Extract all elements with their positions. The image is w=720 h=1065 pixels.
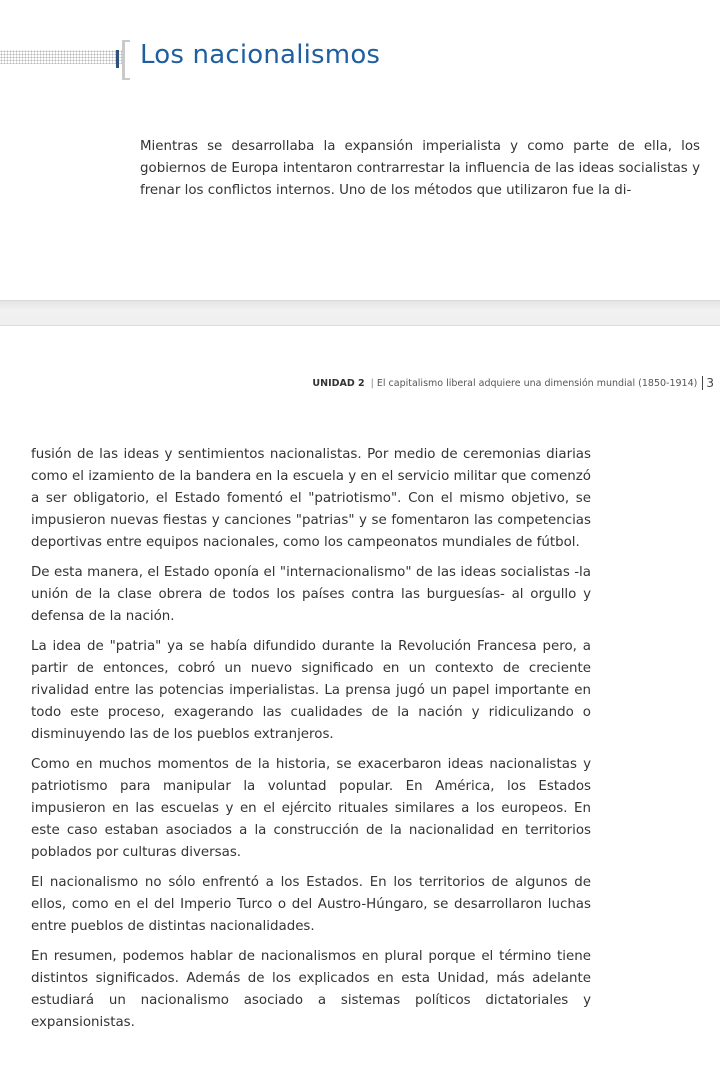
paragraph: La idea de "patria" ya se había difundido durante la Revolución Francesa pero, a partir de entonces, cobró un nuevo significado en un contexto de creciente rivalidad entre las potencias imperialistas. La prensa jugó un papel importante en todo este proceso, exagerando las cualidades de la nación y ridiculizando o disminuyendo las de los pueblos extranjeros. <box>31 639 591 742</box>
header-bar <box>702 376 703 390</box>
page-title: Los nacionalismos <box>140 40 381 70</box>
page-number: 3 <box>706 376 714 390</box>
paragraph: El nacionalismo no sólo enfrentó a los Estados. En los territorios de algunos de ellos, como en el del Imperio Turco o del Austro-Húngaro, se desarrollaron luchas entre pueblos de distintas nacionalidades. <box>31 875 591 934</box>
header-subtitle: El capitalismo liberal adquiere una dimensión mundial (1850-1914) <box>376 377 698 389</box>
header-unit: UNIDAD 2 <box>312 377 365 389</box>
intro-paragraph: Mientras se desarrollaba la expansión imperialista y como parte de ella, los gobiernos de Europa intentaron contrarrestar la influencia de las ideas socialistas y frenar los conflictos internos. Uno de los métodos que utilizaron fue la di- <box>140 139 700 198</box>
paragraph: Como en muchos momentos de la historia, se exacerbaron ideas nacionalistas y patriotismo para manipular la voluntad popular. En América, los Estados impusieron en las escuelas y en el ejército rituales similares a los europeos. En este caso estaban asociados a la construcción de la nacionalidad en territorios poblados por culturas diversas. <box>31 757 591 860</box>
title-marker <box>116 50 119 68</box>
paragraph: De esta manera, el Estado oponía el "internacionalismo" de las ideas socialistas -la unión de la clase obrera de todos los países contra las burguesías- al orgullo y defensa de la nación. <box>31 565 591 624</box>
title-bracket-decoration <box>122 40 130 80</box>
page-top <box>0 0 720 300</box>
page-separator <box>0 300 720 326</box>
header-separator: | <box>370 377 374 389</box>
dotted-rule-decoration <box>0 50 122 64</box>
running-header <box>312 376 714 390</box>
paragraph: fusión de las ideas y sentimientos nacionalistas. Por medio de ceremonias diarias como el izamiento de la bandera en la escuela y en el servicio militar que comenzó a ser obligatorio, el Estado fomentó el "patriotismo". Con el mismo objetivo, se impusieron nuevas fiestas y canciones "patrias" y se fomentaron las competencias deportivas entre equipos nacionales, como los campeonatos mundiales de fútbol. <box>31 447 591 550</box>
paragraph: En resumen, podemos hablar de nacionalismos en plural porque el término tiene distintos significados. Además de los explicados en esta Unidad, más adelante estudiará un nacionalismo asociado a sistemas políticos dictatoriales y expansionistas. <box>31 949 591 1030</box>
body-text <box>31 444 591 1042</box>
